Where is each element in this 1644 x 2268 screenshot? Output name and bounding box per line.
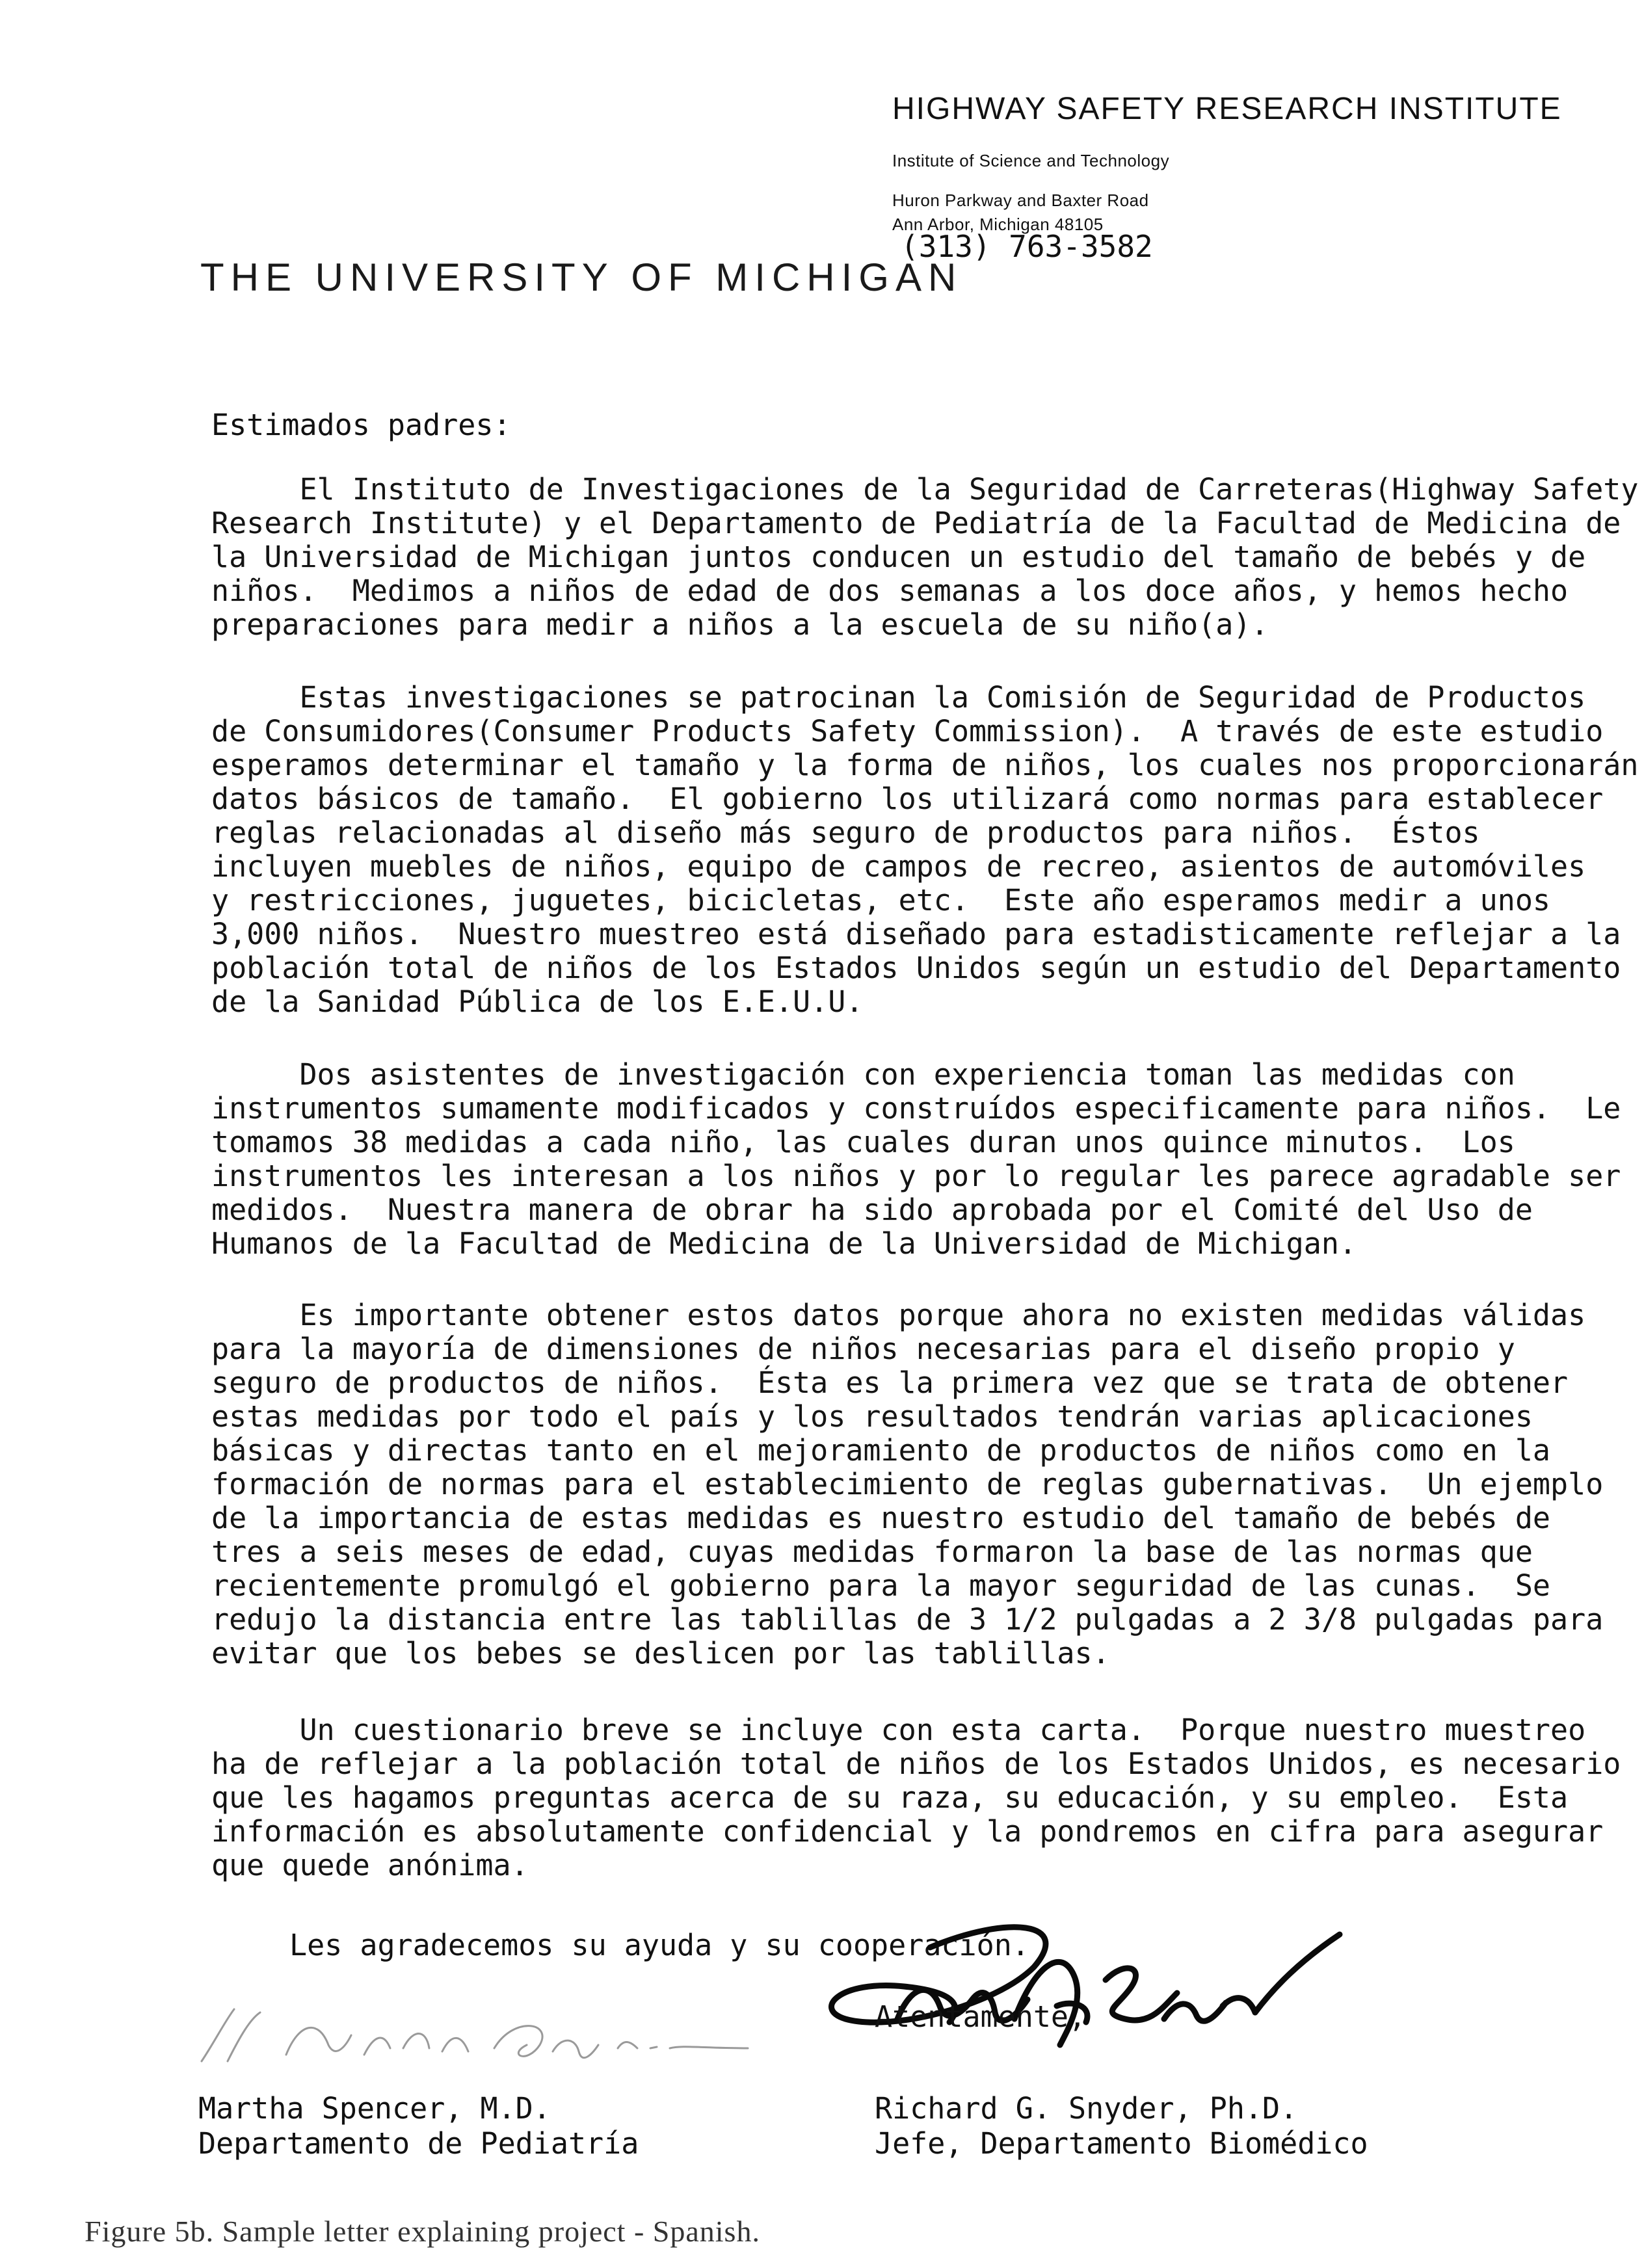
institute-subtitle: Institute of Science and Technology xyxy=(892,151,1170,170)
body-line: Un cuestionario breve se incluye con esta carta. Porque nuestro muestreo xyxy=(211,1713,1586,1747)
body-line: tres a seis meses de edad, cuyas medidas formaron la base de las normas que xyxy=(211,1535,1533,1569)
body-line: redujo la distancia entre las tablillas de 3 1/2 pulgadas a 2 3/8 pulgadas para xyxy=(211,1602,1604,1637)
body-line: formación de normas para el establecimiento de reglas gubernativas. Un ejemplo xyxy=(211,1467,1604,1501)
phone-number: (313) 763-3582 xyxy=(901,229,1153,264)
body-line: reglas relacionadas al diseño más seguro de productos para niños. Éstos xyxy=(211,815,1480,850)
body-line: y restricciones, juguetes, bicicletas, etc. Este año esperamos medir a unos xyxy=(211,883,1551,917)
greeting: Estimados padres: xyxy=(211,408,511,442)
body-line: recientemente promulgó el gobierno para la mayor seguridad de las cunas. Se xyxy=(211,1568,1551,1603)
body-line: instrumentos les interesan a los niños y por lo regular les parece agradable ser xyxy=(211,1159,1621,1193)
figure-caption: Figure 5b. Sample letter explaining project - Spanish. xyxy=(85,2215,760,2248)
body-line: instrumentos sumamente modificados y construídos especificamente para niños. Le xyxy=(211,1091,1621,1126)
body-line: medidos. Nuestra manera de obrar ha sido aprobada por el Comité del Uso de xyxy=(211,1193,1533,1227)
body-line: básicas y directas tanto en el mejoramiento de productos de niños como en la xyxy=(211,1433,1551,1468)
body-line: de la Sanidad Pública de los E.E.U.U. xyxy=(211,984,864,1019)
body-line: que quede anónima. xyxy=(211,1848,529,1882)
body-line: incluyen muebles de niños, equipo de campos de recreo, asientos de automóviles xyxy=(211,849,1586,884)
university-name: THE UNIVERSITY OF MICHIGAN xyxy=(200,256,963,299)
body-line: datos básicos de tamaño. El gobierno los utilizará como normas para establecer xyxy=(211,782,1604,816)
signatory-department: Jefe, Departamento Biomédico xyxy=(875,2126,1368,2161)
body-line: de la importancia de estas medidas es nuestro estudio del tamaño de bebés de xyxy=(211,1501,1551,1535)
body-line: 3,000 niños. Nuestro muestreo está diseñado para estadisticamente reflejar a la xyxy=(211,917,1621,951)
letterhead xyxy=(892,91,1608,235)
address-line-2: Ann Arbor, Michigan 48105 xyxy=(892,215,1104,234)
body-line: evitar que los bebes se deslicen por las tablillas. xyxy=(211,1636,1110,1670)
body-line: de Consumidores(Consumer Products Safety Commission). A través de este estudio xyxy=(211,714,1604,748)
body-line: información es absolutamente confidencial y la pondremos en cifra para asegurar xyxy=(211,1814,1604,1849)
body-line: Estas investigaciones se patrocinan la Comisión de Seguridad de Productos xyxy=(211,680,1586,715)
body-line: tomamos 38 medidas a cada niño, las cuales duran unos quince minutos. Los xyxy=(211,1125,1515,1159)
signatory-name: Martha Spencer, M.D. xyxy=(198,2091,551,2126)
body-line: esperamos determinar el tamaño y la forma de niños, los cuales nos proporcionarán xyxy=(211,748,1639,782)
body-line: la Universidad de Michigan juntos conducen un estudio del tamaño de bebés y de xyxy=(211,540,1586,574)
body-line: Research Institute) y el Departamento de Pediatría de la Facultad de Medicina de xyxy=(211,506,1621,540)
body-line: para la mayoría de dimensiones de niños necesarias para el diseño propio y xyxy=(211,1332,1515,1366)
signature-martha-spencer xyxy=(189,1983,774,2087)
body-line: El Instituto de Investigaciones de la Seguridad de Carreteras(Highway Safety xyxy=(211,472,1639,507)
body-line: Humanos de la Facultad de Medicina de la Universidad de Michigan. xyxy=(211,1226,1357,1261)
signatory-department: Departamento de Pediatría xyxy=(198,2126,639,2161)
institute-name: HIGHWAY SAFETY RESEARCH INSTITUTE xyxy=(892,92,1562,126)
closing-line: Les agradecemos su ayuda y su cooperación. xyxy=(289,1928,1029,1962)
body-line: Es importante obtener estos datos porque ahora no existen medidas válidas xyxy=(211,1298,1586,1332)
body-line: ha de reflejar a la población total de niños de los Estados Unidos, es necesario xyxy=(211,1747,1621,1781)
signatory-name: Richard G. Snyder, Ph.D. xyxy=(875,2091,1298,2126)
body-line: niños. Medimos a niños de edad de dos semanas a los doce años, y hemos hecho xyxy=(211,574,1569,608)
body-line: preparaciones para medir a niños a la escuela de su niño(a). xyxy=(211,607,1269,642)
valediction: Atentamente, xyxy=(875,1999,1087,2034)
body-line: Dos asistentes de investigación con experiencia toman las medidas con xyxy=(211,1057,1515,1092)
address-line-1: Huron Parkway and Baxter Road xyxy=(892,191,1149,210)
body-line: seguro de productos de niños. Ésta es la primera vez que se trata de obtener xyxy=(211,1365,1569,1400)
body-line: que les hagamos preguntas acerca de su raza, su educación, y su empleo. Esta xyxy=(211,1780,1569,1815)
body-line: estas medidas por todo el país y los resultados tendrán varias aplicaciones xyxy=(211,1399,1533,1434)
body-line: población total de niños de los Estados Unidos según un estudio del Departamento xyxy=(211,951,1621,985)
